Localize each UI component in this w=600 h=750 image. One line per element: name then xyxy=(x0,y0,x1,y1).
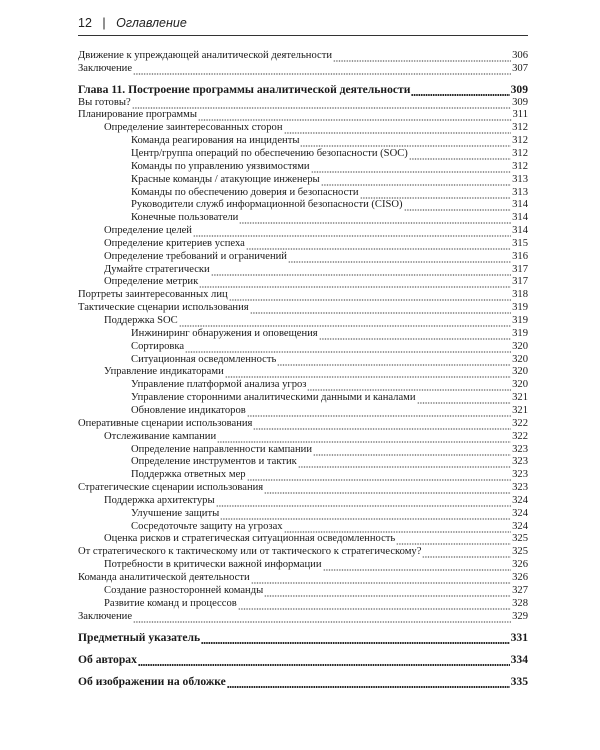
dot-leader xyxy=(133,614,511,623)
toc-heading-entry xyxy=(78,674,528,688)
toc-entry-title: Управление платформой анализа угроз xyxy=(131,379,307,391)
toc-entry-title: Команды по обеспечению доверия и безопасности xyxy=(131,186,359,198)
toc-entry-title: Оценка рисков и стратегическая ситуационная осведомленность xyxy=(104,533,396,545)
toc-entry-page: 325 xyxy=(512,546,528,558)
toc-entry-title: Отслеживание кампании xyxy=(104,430,217,442)
toc-entry-page: 321 xyxy=(512,404,528,416)
toc-entry-title: Определение метрик xyxy=(104,276,199,288)
toc-entry-title: Развитие команд и процессов xyxy=(104,597,237,609)
toc-entry-page: 316 xyxy=(512,250,528,262)
toc-entry-title: Инжиниринг обнаружения и оповещения xyxy=(131,327,318,339)
toc-entry-title: Определение требований и ограничений xyxy=(104,250,287,262)
toc-entry-page: 326 xyxy=(512,572,528,583)
toc-heading-entry xyxy=(78,630,528,644)
toc-entry-title: Определение направленности кампании xyxy=(131,443,313,455)
toc-entry-title: Улучшение защиты xyxy=(131,507,220,519)
toc-entry-page: 314 xyxy=(512,199,528,211)
toc-entry-title: Портреты заинтересованных лиц xyxy=(78,289,228,301)
toc-entry-page: 307 xyxy=(512,62,528,74)
toc-entry-page: 327 xyxy=(512,584,528,596)
toc-entry-page: 313 xyxy=(512,173,528,185)
toc-entry-page: 320 xyxy=(512,379,528,391)
toc-entry-page: 312 xyxy=(512,160,528,172)
toc-entry-title: Планирование программы xyxy=(78,109,197,121)
toc-entry-page: 317 xyxy=(512,263,528,275)
toc-entry-title: Потребности в критически важной информации xyxy=(104,559,322,571)
toc-entry-title: Движение к упреждающей аналитической деятельности xyxy=(78,50,333,61)
toc-entry-title: Команда аналитической деятельности xyxy=(78,572,250,583)
toc-entry-page: 335 xyxy=(510,675,528,689)
toc-entry-page: 306 xyxy=(512,50,528,61)
toc-entry-page: 323 xyxy=(512,469,528,481)
toc-entry xyxy=(78,61,528,75)
dot-leader xyxy=(201,635,510,644)
toc-entry-page: 324 xyxy=(512,494,528,506)
toc-entry-title: От стратегического к тактическому или от тактического к стратегическому? xyxy=(78,546,422,558)
toc-entry-title: Определение инструментов и тактик xyxy=(131,456,297,468)
toc-entry-page: 314 xyxy=(512,225,528,237)
toc-entry-page: 320 xyxy=(512,340,528,352)
toc-entry-page: 313 xyxy=(512,186,528,198)
toc-entry-title: Красные команды / атакующие инженеры xyxy=(131,173,320,185)
toc-entry-title: Определение заинтересованных сторон xyxy=(104,122,283,134)
toc-entry-page: 312 xyxy=(512,122,528,134)
toc-entry-page: 328 xyxy=(512,597,528,609)
dot-leader xyxy=(138,657,510,666)
toc-entry-page: 319 xyxy=(512,302,528,314)
toc-entry-page: 320 xyxy=(512,366,528,378)
dot-leader xyxy=(133,66,511,75)
toc-entry-title: Команды по управлению уязвимостями xyxy=(131,160,310,172)
toc-entry-page: 323 xyxy=(512,456,528,468)
toc-entry-page: 331 xyxy=(510,631,528,645)
toc-entry-title: Создание разносторонней команды xyxy=(104,584,264,596)
toc-entry-page: 318 xyxy=(512,289,528,301)
toc-entry-title: Поддержка ответных мер xyxy=(131,469,246,481)
header-title: Оглавление xyxy=(116,16,187,30)
toc-entry-page: 322 xyxy=(512,430,528,442)
toc-entry-title: Поддержка SOC xyxy=(104,315,178,326)
toc-entry-title: Руководители служб информационной безопасности (CISO) xyxy=(131,199,403,211)
toc-heading-entry xyxy=(78,652,528,666)
toc-entry-title: Оперативные сценарии использования xyxy=(78,417,253,429)
toc-entry-page: 323 xyxy=(512,482,528,494)
toc-entry-title: Управление сторонними аналитическими данными и каналами xyxy=(131,392,416,404)
toc-entry-page: 325 xyxy=(512,533,528,545)
running-header xyxy=(78,16,528,36)
toc-entry-title: Определение критериев успеха xyxy=(104,237,245,249)
toc-entry-page: 324 xyxy=(512,507,528,519)
toc-entry-title: Предметный указатель xyxy=(78,631,201,645)
toc-entry-page: 311 xyxy=(512,109,528,121)
dot-leader xyxy=(227,679,510,688)
toc-entry-page: 324 xyxy=(512,520,528,532)
header-separator: | xyxy=(102,16,106,30)
toc-entry-title: Обновление индикаторов xyxy=(131,404,246,416)
toc-entry-title: Определение целей xyxy=(104,225,192,237)
toc-entry-title: Заключение xyxy=(78,610,133,622)
toc-entry-title: Управление индикаторами xyxy=(104,366,224,378)
toc-entry-title: Команда реагирования на инциденты xyxy=(131,135,300,147)
toc-entry-title: Сосредоточьте защиту на угрозах xyxy=(131,520,283,532)
toc-entry-title: Стратегические сценарии использования xyxy=(78,482,264,494)
toc-entry-page: 329 xyxy=(512,610,528,622)
toc-entry-title: Вы готовы? xyxy=(78,96,131,108)
toc-entry-title: Сортировка xyxy=(131,340,185,352)
toc-entry-page: 317 xyxy=(512,276,528,288)
toc-entry-page: 319 xyxy=(512,327,528,339)
toc-entry-page: 312 xyxy=(512,135,528,147)
toc-entry-page: 322 xyxy=(512,417,528,429)
toc-entry-title: Об авторах xyxy=(78,653,137,667)
toc-entry-page: 314 xyxy=(512,212,528,224)
toc-entry-page: 319 xyxy=(512,315,528,326)
toc-entry-page: 326 xyxy=(512,559,528,571)
toc-entry-title: Об изображении на обложке xyxy=(78,675,226,689)
toc-entry-title: Ситуационная осведомленность xyxy=(131,353,277,365)
toc-entry-title: Поддержка архитектуры xyxy=(104,494,215,506)
toc-entry-page: 321 xyxy=(512,392,528,404)
toc-entry-page: 334 xyxy=(510,653,528,667)
toc-entry-page: 312 xyxy=(512,147,528,159)
toc-entry-page: 309 xyxy=(512,96,528,108)
toc-entry-title: Тактические сценарии использования xyxy=(78,302,249,314)
toc-entry-title: Центр/группа операций по обеспечению безопасности (SOC) xyxy=(131,147,408,159)
toc-entry-page: 323 xyxy=(512,443,528,455)
toc-entry-page: 320 xyxy=(512,353,528,365)
toc-entry-page: 309 xyxy=(510,82,528,96)
toc-entry xyxy=(78,609,528,623)
toc-entry-title: Конечные пользователи xyxy=(131,212,239,224)
toc-entry-title: Глава 11. Построение программы аналитической деятельности xyxy=(78,82,411,96)
toc-entry-title: Думайте стратегически xyxy=(104,263,210,275)
toc-entry-page: 315 xyxy=(512,237,528,249)
header-page-number: 12 xyxy=(78,16,92,30)
toc-entry-title: Заключение xyxy=(78,62,133,74)
